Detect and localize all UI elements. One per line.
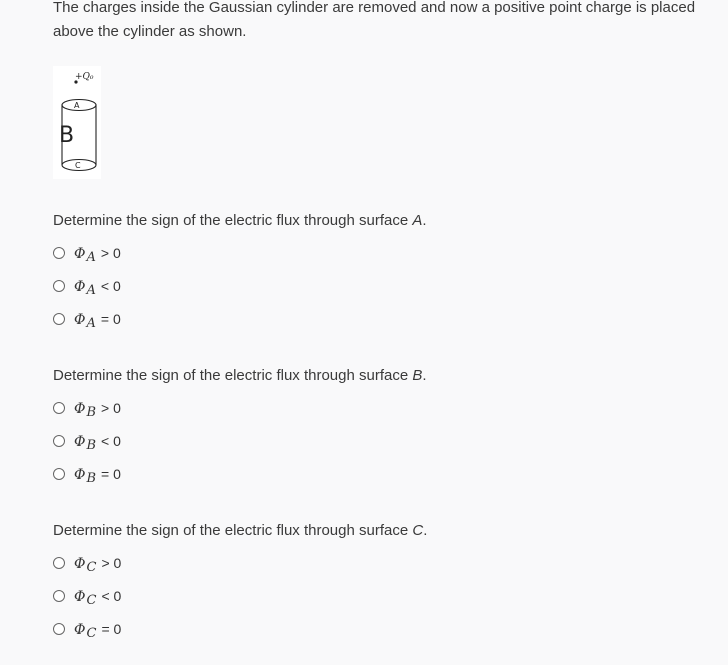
relation-text: = 0 bbox=[101, 465, 121, 482]
relation-text: = 0 bbox=[101, 620, 122, 637]
radio-button[interactable] bbox=[53, 623, 65, 635]
phi-symbol: Φ bbox=[74, 245, 86, 262]
phi-symbol: Φ bbox=[74, 400, 86, 417]
option-label bbox=[74, 277, 121, 298]
relation-text: < 0 bbox=[101, 432, 121, 449]
option-b-negative[interactable] bbox=[53, 431, 121, 451]
phi-symbol: Φ bbox=[74, 466, 86, 483]
phi-symbol: Φ bbox=[74, 311, 86, 328]
phi-subscript: C bbox=[86, 625, 97, 641]
relation-text: > 0 bbox=[101, 399, 121, 416]
option-label bbox=[74, 399, 121, 420]
question-end: . bbox=[423, 522, 428, 539]
phi-subscript: A bbox=[86, 249, 96, 265]
phi-subscript: B bbox=[86, 470, 97, 486]
radio-button[interactable] bbox=[53, 280, 65, 292]
phi-subscript: A bbox=[86, 315, 96, 331]
radio-button[interactable] bbox=[53, 247, 65, 259]
intro-text: The charges inside the Gaussian cylinder are removed and now a positive point charge is placed above the cylinder as shown. bbox=[53, 0, 696, 40]
phi-symbol: Φ bbox=[74, 588, 86, 605]
question-surface-var: B bbox=[412, 367, 423, 384]
surface-b-label: B bbox=[59, 123, 75, 148]
option-c-positive[interactable] bbox=[53, 553, 121, 573]
radio-button[interactable] bbox=[53, 590, 65, 602]
option-a-negative[interactable] bbox=[53, 276, 121, 296]
phi-subscript: A bbox=[86, 282, 96, 298]
option-label bbox=[74, 620, 122, 641]
surface-c-label: C bbox=[75, 161, 81, 170]
option-label bbox=[74, 465, 121, 486]
surface-a-label: A bbox=[74, 101, 80, 110]
question-prompt: Determine the sign of the electric flux through surface bbox=[53, 367, 413, 384]
gaussian-cylinder-figure bbox=[53, 66, 101, 179]
relation-text: > 0 bbox=[100, 244, 121, 261]
option-b-positive[interactable] bbox=[53, 398, 121, 418]
phi-subscript: B bbox=[86, 404, 97, 420]
question-prompt: Determine the sign of the electric flux through surface bbox=[53, 212, 413, 229]
radio-button[interactable] bbox=[53, 468, 65, 480]
relation-text: > 0 bbox=[101, 554, 122, 571]
phi-symbol: Φ bbox=[74, 621, 86, 638]
option-a-zero[interactable] bbox=[53, 309, 121, 329]
question-end: . bbox=[422, 367, 427, 384]
relation-text: = 0 bbox=[100, 310, 121, 327]
question-surface-var: A bbox=[412, 212, 423, 229]
radio-button[interactable] bbox=[53, 557, 65, 569]
cylinder-diagram bbox=[53, 66, 101, 179]
option-b-zero[interactable] bbox=[53, 464, 121, 484]
option-label bbox=[74, 554, 122, 575]
phi-symbol: Φ bbox=[74, 278, 86, 295]
radio-button[interactable] bbox=[53, 402, 65, 414]
phi-subscript: B bbox=[86, 437, 97, 453]
charge-label: +Q₀ bbox=[75, 72, 94, 82]
question-end: . bbox=[422, 212, 427, 229]
phi-symbol: Φ bbox=[74, 555, 86, 572]
relation-text: < 0 bbox=[100, 277, 121, 294]
option-c-zero[interactable] bbox=[53, 619, 121, 639]
phi-symbol: Φ bbox=[74, 433, 86, 450]
question-surface-b bbox=[53, 367, 427, 385]
question-surface-var: C bbox=[412, 522, 424, 539]
option-label bbox=[74, 244, 121, 265]
option-label bbox=[74, 587, 122, 608]
radio-button[interactable] bbox=[53, 435, 65, 447]
relation-text: < 0 bbox=[101, 587, 122, 604]
option-c-negative[interactable] bbox=[53, 586, 121, 606]
question-prompt: Determine the sign of the electric flux through surface bbox=[53, 522, 413, 539]
question-surface-a bbox=[53, 212, 427, 230]
phi-subscript: C bbox=[86, 592, 97, 608]
option-a-positive[interactable] bbox=[53, 243, 121, 263]
option-label bbox=[74, 432, 121, 453]
radio-button[interactable] bbox=[53, 313, 65, 325]
option-label bbox=[74, 310, 121, 331]
phi-subscript: C bbox=[86, 559, 97, 575]
question-surface-c bbox=[53, 522, 427, 540]
